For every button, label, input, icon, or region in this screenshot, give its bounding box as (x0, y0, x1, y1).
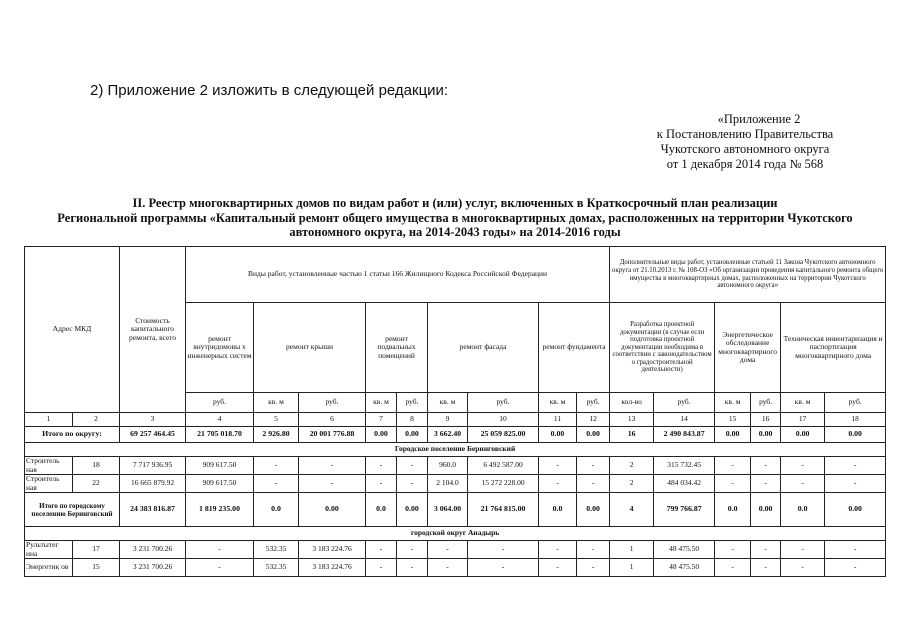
subtotal-cell: 0.00 (397, 493, 428, 527)
street-cell: Строитель ная (25, 457, 73, 475)
value-cell: - (468, 541, 539, 559)
total-label: Итого по округу: (25, 427, 120, 443)
subtotal-label: Итого по городскому поселению Беринговский (25, 493, 120, 527)
title-line: автономного округа, на 2014-2043 годы» на 2014-2016 годы (289, 225, 621, 239)
section-title: Городское поселение Беринговский (25, 443, 886, 457)
total-cell: 0.00 (781, 427, 825, 443)
total-cell: 2 490 843.87 (654, 427, 715, 443)
value-cell: - (254, 457, 299, 475)
header-address: Адрес МКД (25, 247, 120, 413)
value-cell: 315 732.45 (654, 457, 715, 475)
value-cell: - (397, 457, 428, 475)
value-cell: 15 272 228.00 (468, 475, 539, 493)
value-cell: - (751, 559, 781, 577)
subtotal-cell: 0.00 (299, 493, 366, 527)
column-numbers-row (25, 413, 886, 427)
subtotal-cell: 0.0 (539, 493, 577, 527)
value-cell: - (577, 475, 610, 493)
value-cell: 484 034.42 (654, 475, 715, 493)
value-cell: - (781, 457, 825, 475)
header-work-foundation: ремонт фундамента (539, 303, 610, 393)
value-cell: - (366, 541, 397, 559)
house-number-cell: 18 (73, 457, 120, 475)
value-cell: - (751, 475, 781, 493)
value-cell: - (577, 457, 610, 475)
value-cell: - (577, 559, 610, 577)
value-cell: - (428, 559, 468, 577)
unit-cell: руб. (654, 393, 715, 413)
value-cell: - (539, 559, 577, 577)
unit-cell: руб. (751, 393, 781, 413)
table-row (25, 559, 886, 577)
appendix-reference (600, 112, 890, 172)
value-cell: - (577, 541, 610, 559)
total-row (25, 427, 886, 443)
value-cell: 3 183 224.76 (299, 559, 366, 577)
value-cell: - (397, 559, 428, 577)
value-cell: 7 717 936.95 (120, 457, 186, 475)
street-cell: Энергетик ов (25, 559, 73, 577)
section-header-row (25, 443, 886, 457)
table-row (25, 475, 886, 493)
subtotal-cell: 0.0 (715, 493, 751, 527)
header-work-roof: ремонт крыши (254, 303, 366, 393)
unit-cell: руб. (397, 393, 428, 413)
unit-cell: кв. м (254, 393, 299, 413)
value-cell: - (299, 457, 366, 475)
col-number: 8 (397, 413, 428, 427)
col-number: 4 (186, 413, 254, 427)
value-cell: - (825, 541, 886, 559)
col-number: 16 (751, 413, 781, 427)
value-cell: - (186, 559, 254, 577)
appendix-line: от 1 декабря 2014 года № 568 (666, 157, 824, 171)
header-work-facade: ремонт фасада (428, 303, 539, 393)
subtotal-cell: 3 064.00 (428, 493, 468, 527)
value-cell: - (715, 475, 751, 493)
unit-cell: кв. м (715, 393, 751, 413)
title-line: Региональной программы «Капитальный ремонт общего имущества в многоквартирных домах, расположенных на территории Чукотского (57, 210, 853, 225)
subtotal-cell: 0.00 (751, 493, 781, 527)
value-cell: 960.0 (428, 457, 468, 475)
header-work-techinv: Техническая инвентаризация и паспортизация многоквартирного дома (781, 303, 886, 393)
value-cell: 16 665 879.92 (120, 475, 186, 493)
value-cell: - (751, 541, 781, 559)
header-group-main: Виды работ, установленные частью 1 статьи 166 Жилищного Кодекса Российской Федерации (186, 247, 610, 303)
value-cell: 532.35 (254, 559, 299, 577)
value-cell: - (781, 559, 825, 577)
unit-cell: кв. м (428, 393, 468, 413)
col-number: 13 (610, 413, 654, 427)
subtotal-cell: 0.0 (254, 493, 299, 527)
street-cell: Рультытег ина (25, 541, 73, 559)
title-line: II. Реестр многоквартирных домов по видам работ и (или) услуг, включенных в Краткосрочный план реализации (132, 196, 778, 210)
subtotal-cell: 24 383 816.87 (120, 493, 186, 527)
subtotal-cell: 1 819 235.00 (186, 493, 254, 527)
total-cell: 21 705 018.70 (186, 427, 254, 443)
value-cell: - (715, 541, 751, 559)
house-number-cell: 15 (73, 559, 120, 577)
value-cell: - (299, 475, 366, 493)
appendix-line: Чукотского автономного округа (660, 142, 830, 156)
value-cell: - (539, 475, 577, 493)
value-cell: 2 104.0 (428, 475, 468, 493)
header-work-energy: Энергетическое обследование многоквартирного дома (715, 303, 781, 393)
value-cell: - (539, 457, 577, 475)
unit-cell: руб. (468, 393, 539, 413)
col-number: 1 (25, 413, 73, 427)
total-cell: 0.00 (825, 427, 886, 443)
subtotal-cell: 799 766.87 (654, 493, 715, 527)
value-cell: - (751, 457, 781, 475)
document-title (20, 196, 890, 240)
col-number: 14 (654, 413, 715, 427)
value-cell: 3 231 700.26 (120, 559, 186, 577)
value-cell: - (715, 559, 751, 577)
subtotal-row (25, 493, 886, 527)
total-cell: 0.00 (751, 427, 781, 443)
intro-text: 2) Приложение 2 изложить в следующей редакции: (90, 82, 449, 99)
subtotal-cell: 0.0 (781, 493, 825, 527)
value-cell: - (366, 457, 397, 475)
value-cell: - (397, 475, 428, 493)
total-cell: 16 (610, 427, 654, 443)
total-cell: 2 926.80 (254, 427, 299, 443)
col-number: 18 (825, 413, 886, 427)
header-work-basement: ремонт подвальных помещений (366, 303, 428, 393)
value-cell: 1 (610, 541, 654, 559)
col-number: 9 (428, 413, 468, 427)
value-cell: - (397, 541, 428, 559)
col-number: 15 (715, 413, 751, 427)
unit-cell: руб. (299, 393, 366, 413)
table-row (25, 541, 886, 559)
unit-cell: руб. (825, 393, 886, 413)
value-cell: 48 475.50 (654, 559, 715, 577)
subtotal-cell: 0.00 (577, 493, 610, 527)
col-number: 2 (73, 413, 120, 427)
unit-cell: руб. (577, 393, 610, 413)
subtotal-cell: 21 764 815.00 (468, 493, 539, 527)
col-number: 11 (539, 413, 577, 427)
header-group-extra: Дополнительные виды работ, установленные статьей 11 Закона Чукотского автономного округа от 21.10.2013 г. № 108-ОЗ «Об организации проведения капитального ремонта общего имущества в многоквартирных домах, расположенных на территории Чукотского автономного округа» (610, 247, 886, 303)
value-cell: - (468, 559, 539, 577)
unit-cell: кв. м (781, 393, 825, 413)
value-cell: 2 (610, 475, 654, 493)
col-number: 6 (299, 413, 366, 427)
appendix-line: к Постановлению Правительства (656, 127, 834, 141)
value-cell: 532.35 (254, 541, 299, 559)
value-cell: - (186, 541, 254, 559)
house-number-cell: 17 (73, 541, 120, 559)
subtotal-cell: 0.0 (366, 493, 397, 527)
total-cell: 0.00 (366, 427, 397, 443)
unit-cell: кв. м (539, 393, 577, 413)
col-number: 7 (366, 413, 397, 427)
value-cell: - (428, 541, 468, 559)
total-cell: 0.00 (715, 427, 751, 443)
header-work-design: Разработка проектной документации (в случае если подготовка проектной документации необходима в соответствии с законодательством о градостроительной деятельности) (610, 303, 715, 393)
unit-cell: кол-во (610, 393, 654, 413)
total-cell: 3 662.40 (428, 427, 468, 443)
col-number: 3 (120, 413, 186, 427)
value-cell: 1 (610, 559, 654, 577)
col-number: 10 (468, 413, 539, 427)
col-number: 12 (577, 413, 610, 427)
value-cell: 909 617.50 (186, 457, 254, 475)
unit-cell: руб. (186, 393, 254, 413)
total-cell: 0.00 (577, 427, 610, 443)
total-cell: 69 257 464.45 (120, 427, 186, 443)
total-cell: 25 059 825.00 (468, 427, 539, 443)
value-cell: 3 183 224.76 (299, 541, 366, 559)
col-number: 5 (254, 413, 299, 427)
subtotal-cell: 0.00 (825, 493, 886, 527)
appendix-line: «Приложение 2 (717, 112, 801, 126)
total-cell: 0.00 (397, 427, 428, 443)
value-cell: - (781, 541, 825, 559)
value-cell: 909 617.50 (186, 475, 254, 493)
value-cell: 2 (610, 457, 654, 475)
col-number: 17 (781, 413, 825, 427)
value-cell: - (781, 475, 825, 493)
value-cell: - (539, 541, 577, 559)
total-cell: 0.00 (539, 427, 577, 443)
value-cell: - (366, 475, 397, 493)
header-work-internal: ремонт внутридомовы х инженерных систем (186, 303, 254, 393)
section-title: городской округ Анадырь (25, 527, 886, 541)
section-header-row (25, 527, 886, 541)
header-row (25, 247, 886, 303)
value-cell: - (825, 457, 886, 475)
table-row (25, 457, 886, 475)
street-cell: Строитель ная (25, 475, 73, 493)
header-cost: Стоимость капитального ремонта, всего (120, 247, 186, 413)
house-number-cell: 22 (73, 475, 120, 493)
value-cell: 3 231 700.26 (120, 541, 186, 559)
value-cell: - (366, 559, 397, 577)
unit-cell: кв. м (366, 393, 397, 413)
value-cell: - (825, 475, 886, 493)
value-cell: 6 492 587.00 (468, 457, 539, 475)
total-cell: 20 001 776.88 (299, 427, 366, 443)
value-cell: - (715, 457, 751, 475)
subtotal-cell: 4 (610, 493, 654, 527)
value-cell: - (254, 475, 299, 493)
value-cell: - (825, 559, 886, 577)
registry-table (24, 246, 886, 577)
value-cell: 48 475.50 (654, 541, 715, 559)
